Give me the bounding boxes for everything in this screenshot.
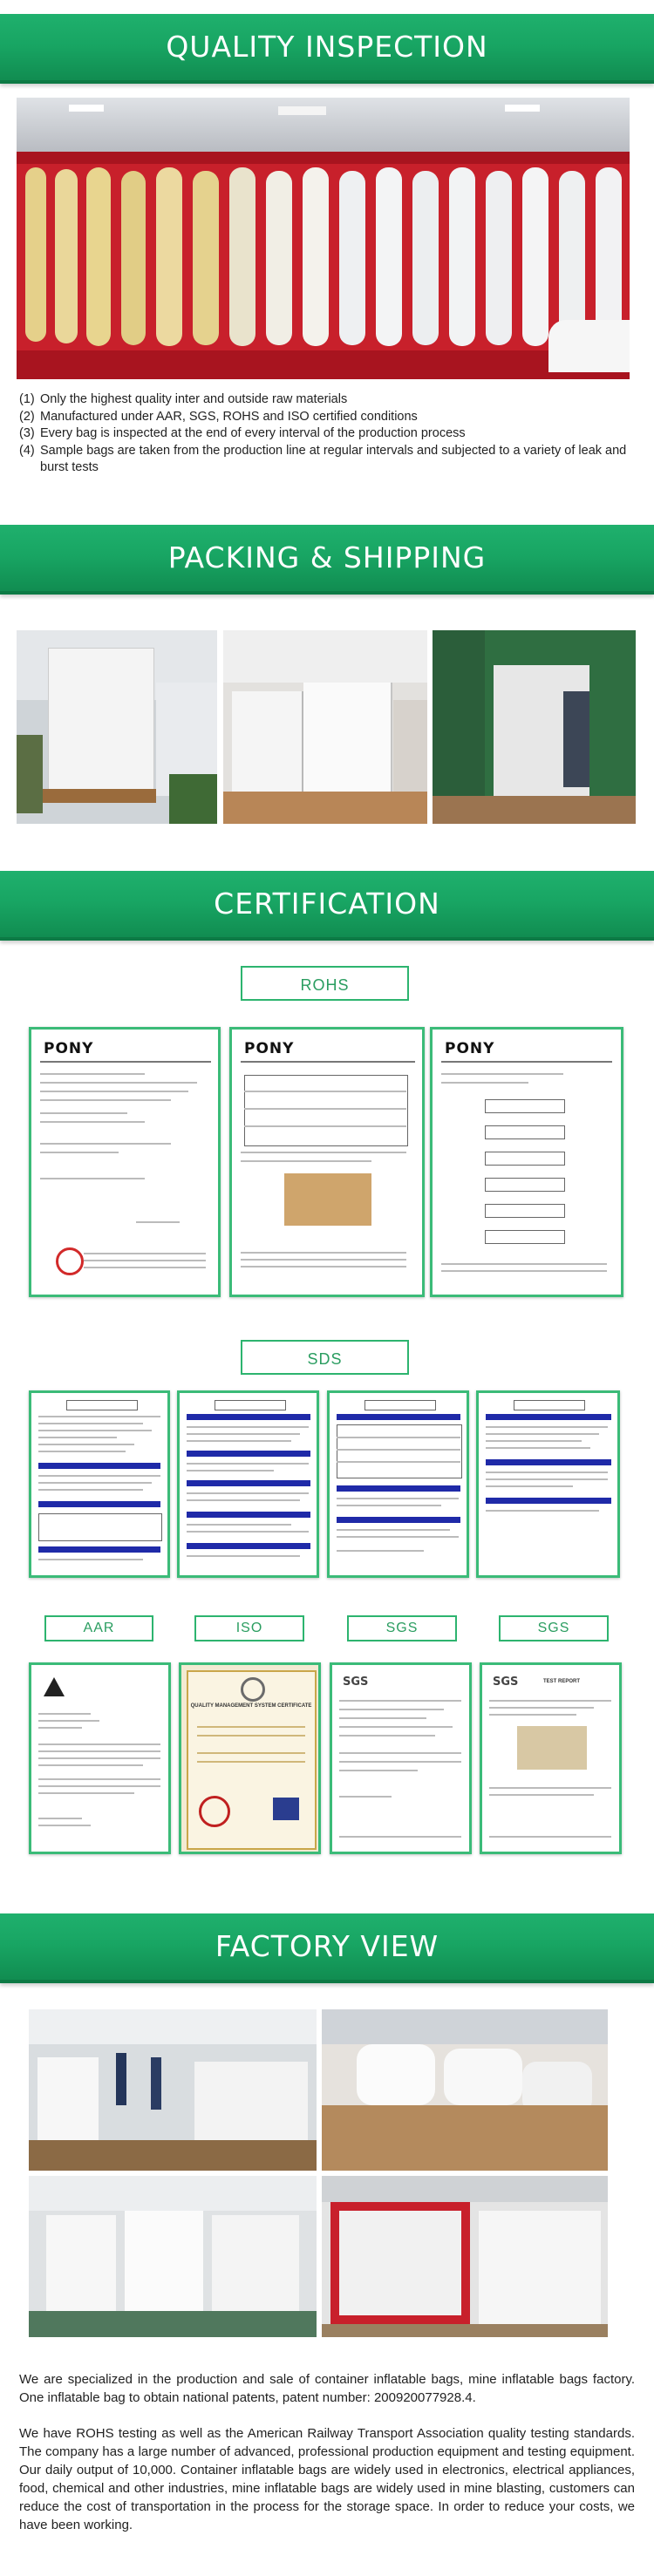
sds-document-3 <box>327 1390 469 1578</box>
quality-list <box>19 391 630 477</box>
quality-inspection-photo <box>17 98 630 379</box>
rohs-document-3: PONY <box>430 1027 623 1297</box>
factory-photo-3 <box>29 2176 317 2337</box>
sgs-tag-1: SGS <box>347 1615 457 1641</box>
packing-photo-1 <box>17 630 217 824</box>
rohs-document-2: PONY <box>229 1027 425 1297</box>
factory-view-banner <box>0 1913 654 1983</box>
section-title: PACKING & SHIPPING <box>167 540 487 574</box>
iso-document: QUALITY MANAGEMENT SYSTEM CERTIFICATE <box>179 1662 321 1854</box>
list-item: (3) Every bag is inspected at the end of every interval of the production process <box>19 426 466 440</box>
sgs-document-2: SGS TEST REPORT <box>480 1662 622 1854</box>
sds-tag: SDS <box>241 1340 409 1375</box>
section-title: QUALITY INSPECTION <box>166 30 488 64</box>
factory-photo-4 <box>322 2176 608 2337</box>
list-item: (4) Sample bags are taken from the production line at regular intervals and subjected to a variety of leak and burst tests <box>19 443 627 474</box>
certification-banner <box>0 871 654 941</box>
section-title: CERTIFICATION <box>214 887 440 921</box>
rohs-document-1: PONY <box>29 1027 221 1297</box>
factory-photo-1 <box>29 2009 317 2171</box>
sds-document-4 <box>476 1390 620 1578</box>
sds-document-1 <box>29 1390 170 1578</box>
intro-paragraph: We are specialized in the production and sale of container inflatable bags, mine inflatable bags factory. One inflatable bag to obtain national patents, patent number: 200920077928.4. <box>19 2372 635 2405</box>
factory-photo-2 <box>322 2009 608 2171</box>
list-item: (1) Only the highest quality inter and outside raw materials <box>19 392 348 406</box>
section-title: FACTORY VIEW <box>215 1929 439 1963</box>
aar-document <box>29 1662 171 1854</box>
packing-photo-2 <box>223 630 427 824</box>
description-paragraph: We have ROHS testing as well as the American Railway Transport Association quality testing standards. The company has a large number of advanced, professional production equipment and testing equipment. Our daily output of 10,000. Container inflatable bags are widely used in electronics, electrical appliances, food, chemical and other industries, mine inflatable bags are widely used in mine blasting, customers can reduce the cost of transportation in the process for the storage space. In order to reduce your costs, we have been working. <box>19 2426 635 2532</box>
sgs-document-1: SGS <box>330 1662 472 1854</box>
rohs-tag: ROHS <box>241 966 409 1001</box>
quality-inspection-banner <box>0 14 654 84</box>
sgs-tag-2: SGS <box>499 1615 609 1641</box>
packing-photo-3 <box>433 630 636 824</box>
sds-document-2 <box>177 1390 319 1578</box>
aar-tag: AAR <box>44 1615 153 1641</box>
packing-shipping-banner <box>0 525 654 595</box>
list-item: (2) Manufactured under AAR, SGS, ROHS and ISO certified conditions <box>19 409 418 424</box>
iso-tag: ISO <box>194 1615 304 1641</box>
